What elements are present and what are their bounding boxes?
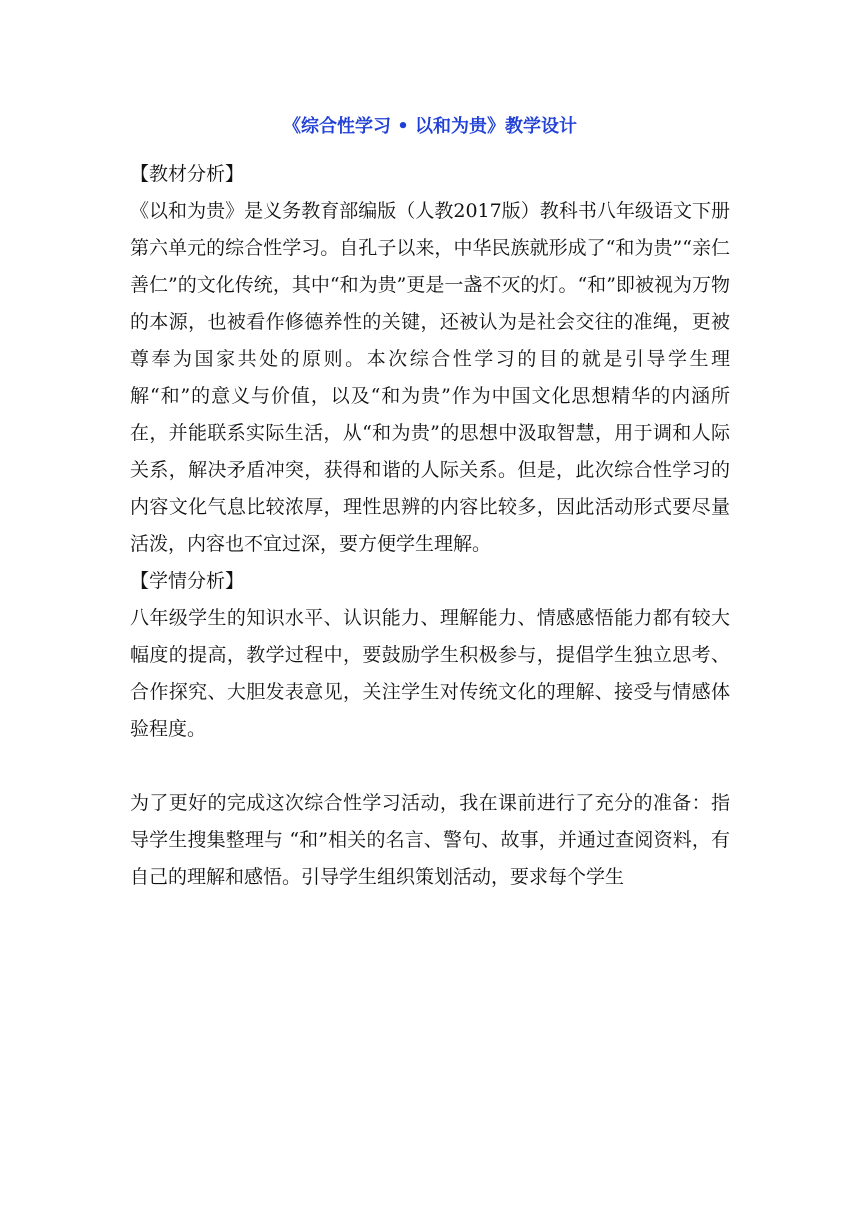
- section-heading-student-analysis: 【学情分析】: [130, 570, 245, 592]
- paragraph-spacer: [130, 748, 730, 785]
- document-title: 《综合性学习 • 以和为贵》教学设计: [282, 116, 578, 137]
- document-body: [130, 112, 730, 896]
- closing-paragraph: 为了更好的完成这次综合性学习活动，我在课前进行了充分的准备：指导学生搜集整理与 “和”相关的名言、警句、故事，并通过查阅资料，有自己的理解和感悟。引导学生组织策划活动，要求每个学生: [130, 792, 730, 888]
- section-heading-textbook-analysis: 【教材分析】: [130, 163, 245, 185]
- section-paragraph-student-analysis: 八年级学生的知识水平、认识能力、理解能力、情感感悟能力都有较大幅度的提高，教学过程中，要鼓励学生积极参与，提倡学生独立思考、合作探究、大胆发表意见，关注学生对传统文化的理解、接受与情感体验程度。: [130, 607, 730, 740]
- section-paragraph-textbook-analysis: 《以和为贵》是义务教育部编版（人教2017版）教科书八年级语文下册第六单元的综合性学习。自孔子以来，中华民族就形成了“和为贵”“亲仁善仁”的文化传统，其中“和为贵”更是一盏不灭的灯。“和”即被视为万物的本源，也被看作修德养性的关键，还被认为是社会交往的准绳，更被尊奉为国家共处的原则。本次综合性学习的目的就是引导学生理解“和”的意义与价值，以及“和为贵”作为中国文化思想精华的内涵所在，并能联系实际生活，从“和为贵”的思想中汲取智慧，用于调和人际关系，解决矛盾冲突，获得和谐的人际关系。但是，此次综合性学习的内容文化气息比较浓厚，理性思辨的内容比较多，因此活动形式要尽量活泼，内容也不宜过深，要方便学生理解。: [130, 200, 730, 555]
